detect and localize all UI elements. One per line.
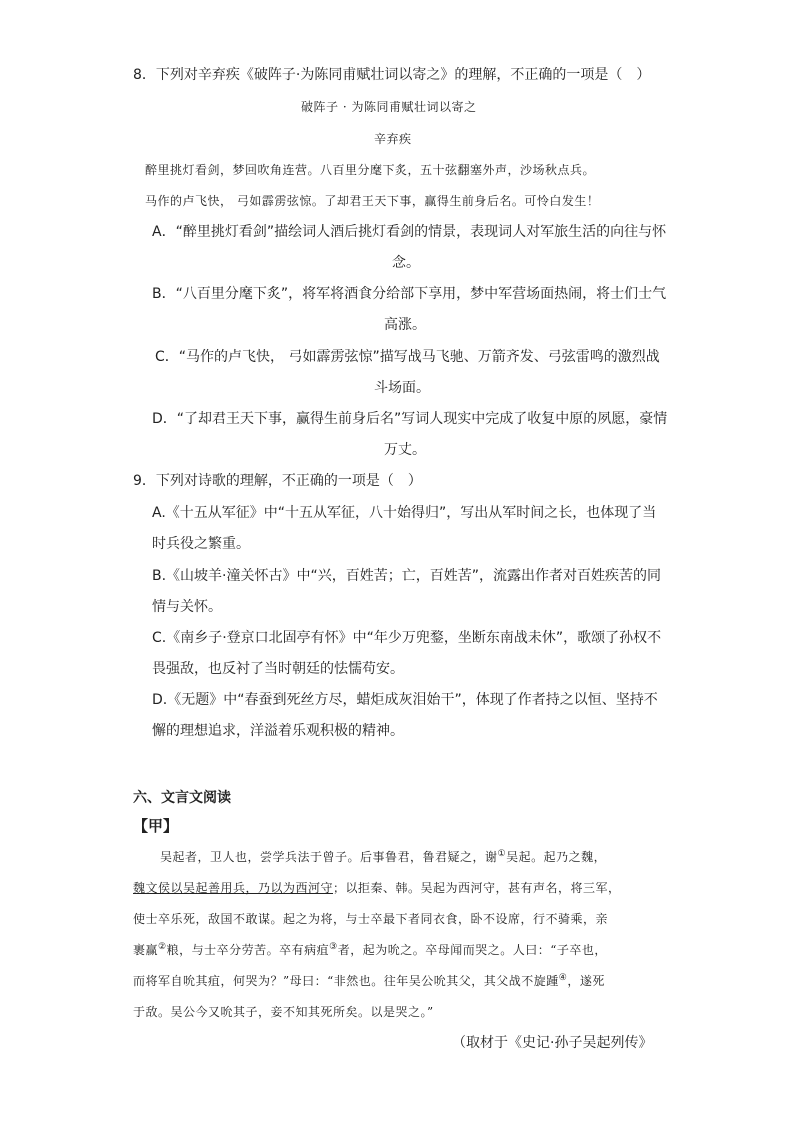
q9-stem: 9．下列对诗歌的理解，不正确的一项是（ ） — [133, 473, 422, 489]
footnote-2: ② — [158, 942, 167, 952]
poem-line-2: 马作的卢飞快， 弓如霹雳弦惊。了却君王天下事，赢得生前身后名。可怜白发生！ — [145, 194, 600, 208]
passage-line-1: 吴起者，卫人也，尝学兵法于曾子。后事鲁君，鲁君疑之，谢①吴起。起乃之魏， — [160, 849, 607, 864]
q9-option-d-cont: 懈的理想追求，洋溢着乐观积极的精神。 — [152, 723, 404, 739]
q8-option-b: B．“八百里分麾下炙”，将军将酒食分给部下享用，梦中军营场面热闹，将士们士气 — [152, 286, 667, 302]
poem-line-1: 醉里挑灯看剑，梦回吹角连营。八百里分麾下炙，五十弦翻塞外声，沙场秋点兵。 — [145, 163, 596, 177]
section-heading: 六、文言文阅读 — [133, 790, 231, 806]
q9-option-a: A.《十五从军征》中“十五从军征，八十始得归”，写出从军时间之长，也体现了当 — [152, 505, 657, 521]
footnote-1: ① — [497, 849, 507, 859]
q9-option-d: D.《无题》中“春蚕到死丝方尽，蜡炬成灰泪始干”，体现了作者持之以恒、坚持不 — [152, 692, 658, 708]
passage-line-2: 魏文侯以吴起善用兵，乃以为西河守；以拒秦、韩。吴起为西河守，甚有声名，将三军， — [133, 881, 621, 895]
q9-option-b: B.《山坡羊·潼关怀古》中“兴，百姓苦；亡，百姓苦”，流露出作者对百姓疾苦的同 — [152, 568, 662, 584]
q9-option-c: C.《南乡子·登京口北固亭有怀》中“年少万兜鍪，坐断东南战未休”，歌颂了孙权不 — [152, 630, 662, 646]
q8-option-b-cont: 高涨。 — [384, 317, 426, 333]
passage-line-5: 而将军自吮其疽，何哭为？”母曰：“非然也。往年吴公吮其父，其父战不旋踵④，遂死 — [133, 973, 605, 988]
q8-option-d-cont: 万丈。 — [384, 442, 426, 458]
poem-author: 辛弃疾 — [374, 132, 412, 146]
q8-option-d: D．“了却君王天下事，赢得生前身后名”写词人现实中完成了收复中原的夙愿，豪情 — [152, 411, 668, 427]
passage-line-4: 裹赢②粮，与士卒分劳苦。卒有病疽③者，起为吮之。卒母闻而哭之。人曰：“子卒也， — [133, 942, 607, 957]
footnote-3: ③ — [329, 942, 338, 952]
underlined-sentence: 魏文侯以吴起善用兵，乃以为西河守 — [133, 881, 334, 895]
q9-option-a-cont: 时兵役之繁重。 — [152, 536, 250, 552]
q9-option-c-cont: 畏强敌，也反衬了当时朝廷的怯懦苟安。 — [152, 661, 404, 677]
passage-line-3: 使士卒乐死，敌国不敢谋。起之为将，与士卒最下者同衣食，卧不设席，行不骑乘，亲 — [133, 912, 609, 926]
q8-stem: 8．下列对辛弃疾《破阵子·为陈同甫赋壮词以寄之》的理解，不正确的一项是（ ） — [133, 67, 651, 83]
q8-option-a-cont: 念。 — [392, 255, 420, 271]
q8-option-a: A．“醉里挑灯看剑”描绘词人酒后挑灯看剑的情景，表现词人对军旅生活的向往与怀 — [152, 224, 667, 240]
footnote-4: ④ — [558, 973, 568, 983]
passage-source: （取材于《史记·孙子吴起列传》 — [452, 1035, 653, 1051]
q9-option-b-cont: 情与关怀。 — [152, 599, 222, 615]
poem-title: 破阵子 · 为陈同甫赋壮词以寄之 — [301, 100, 477, 114]
q8-option-c-cont: 斗场面。 — [374, 380, 430, 396]
passage-label-jia: 【甲】 — [133, 817, 179, 835]
passage-line-6: 于敌。吴公今又吮其子，妾不知其死所矣。以是哭之。” — [133, 1005, 434, 1019]
q8-option-c: C．“马作的卢飞快， 弓如霹雳弦惊”描写战马飞驰、万箭齐发、弓弦雷鸣的激烈战 — [155, 349, 660, 365]
